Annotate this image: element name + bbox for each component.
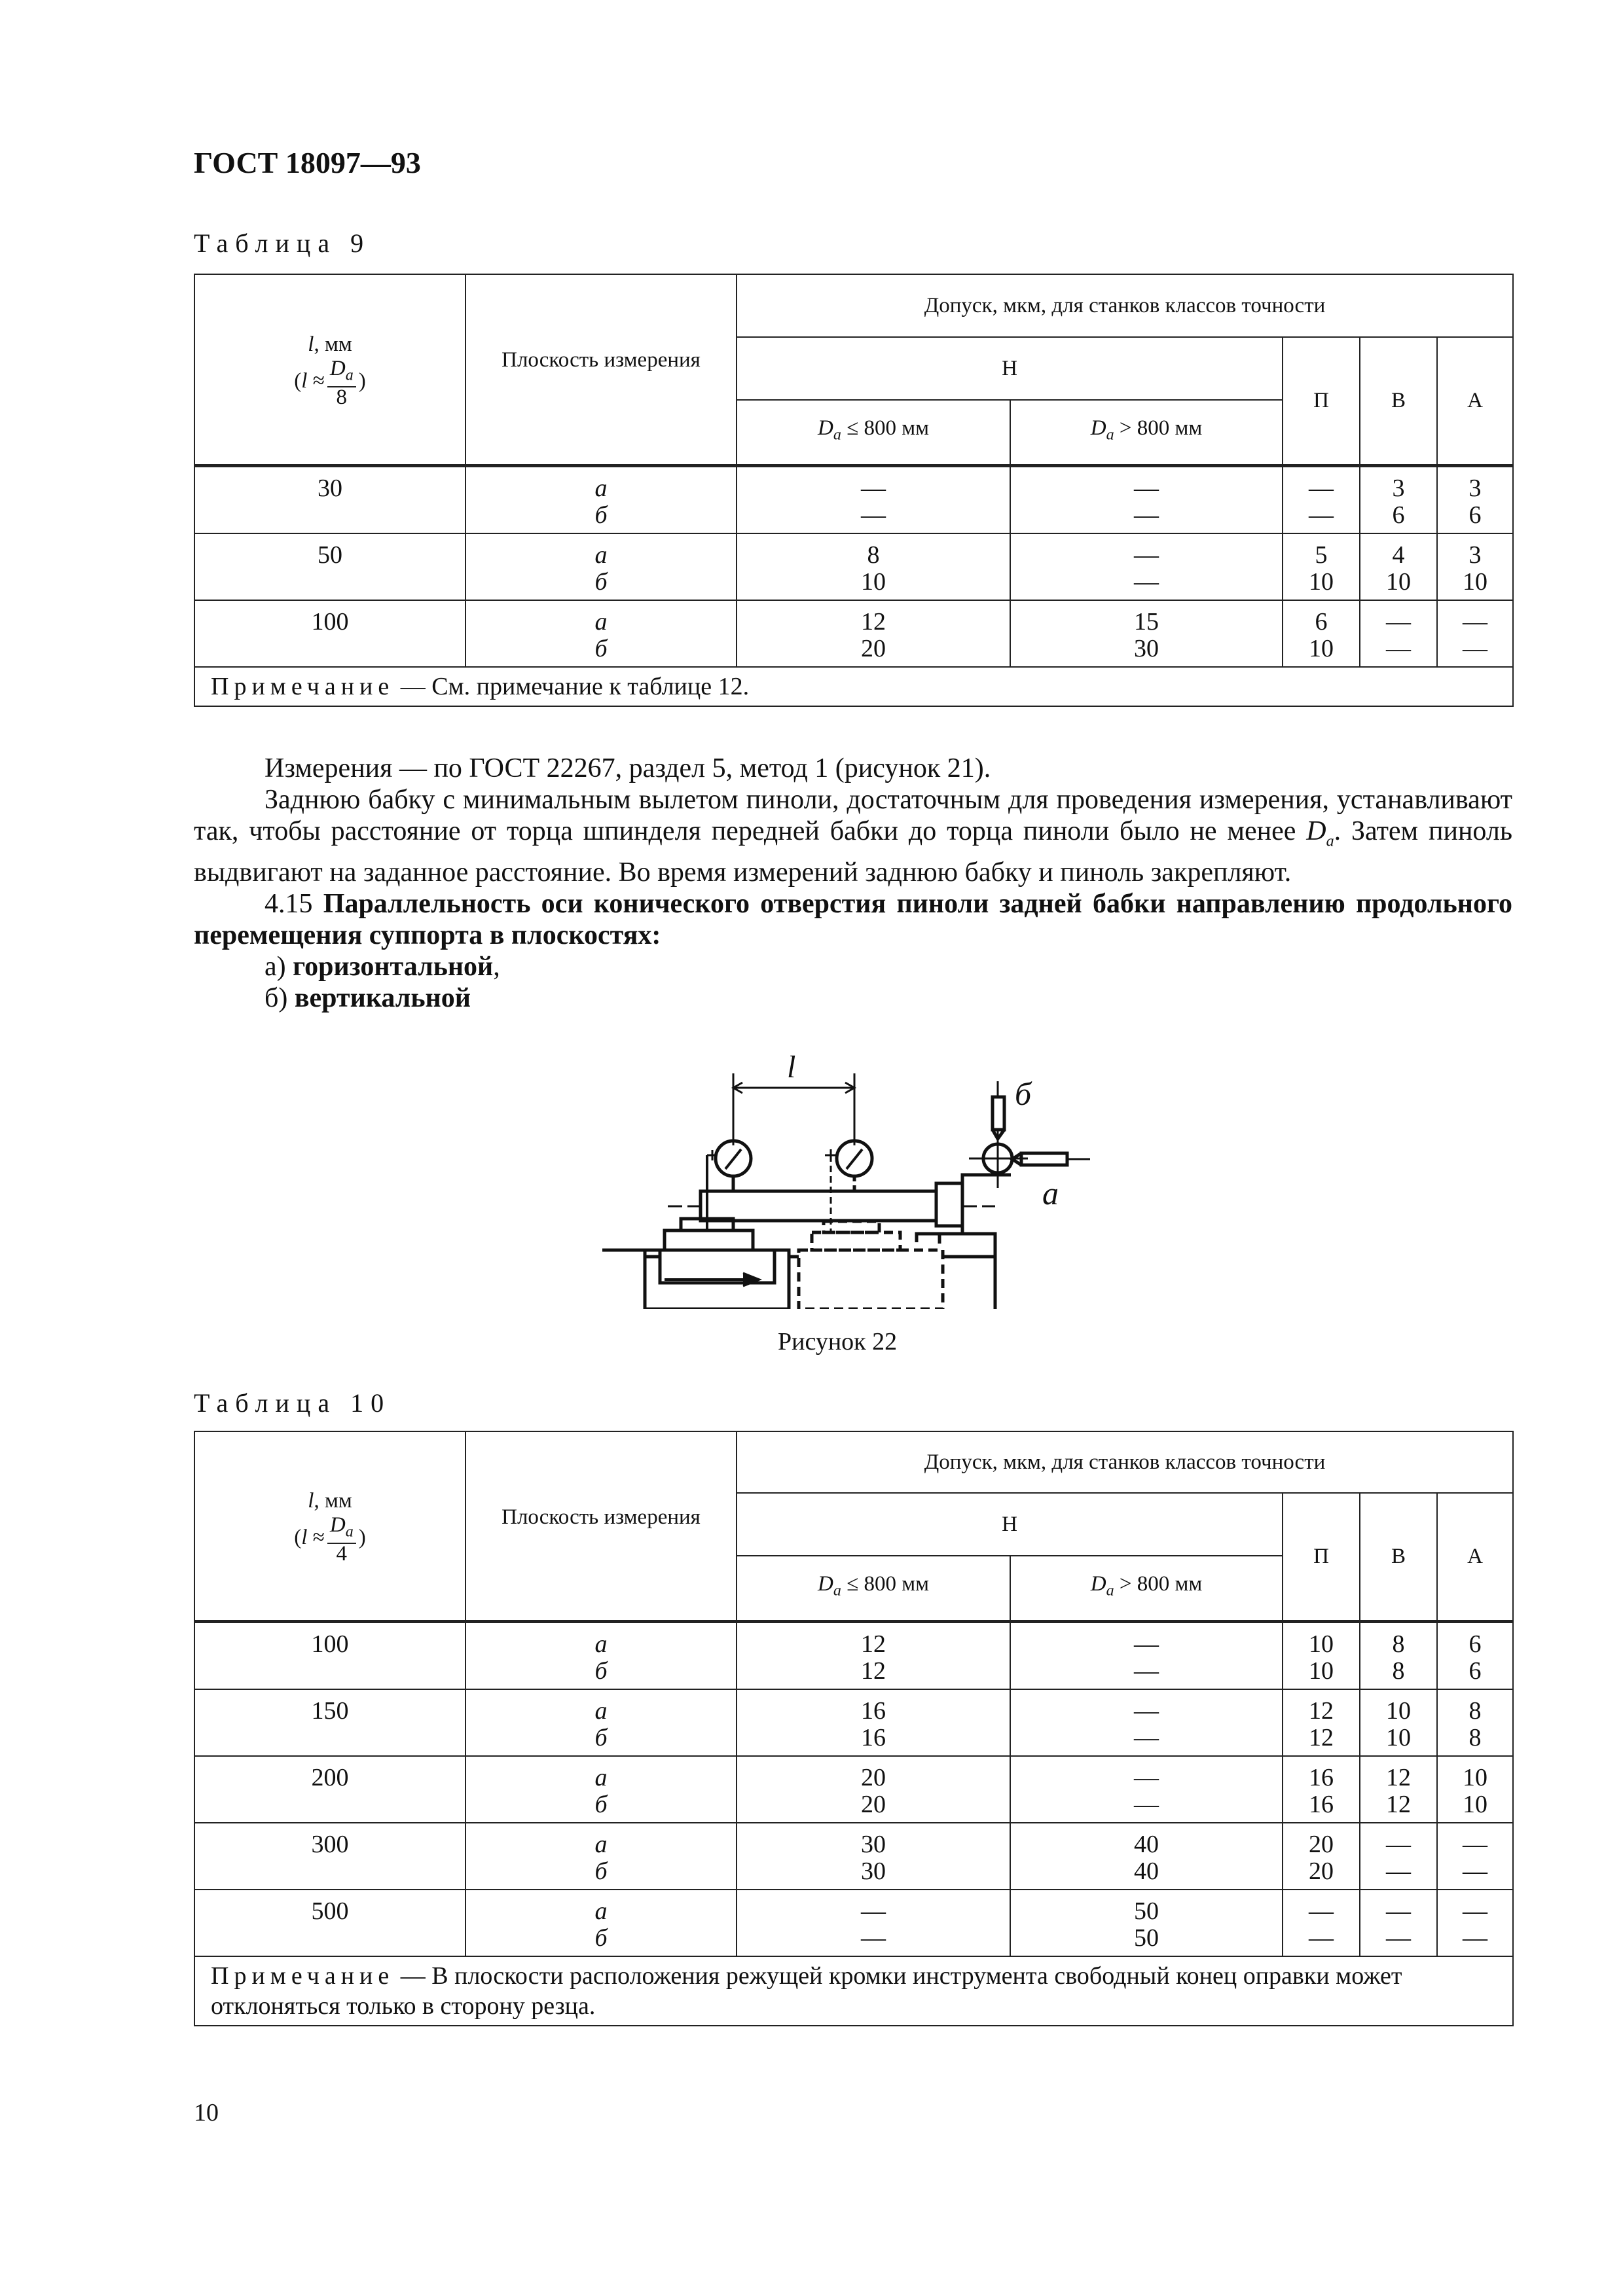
column-header-class-v: В: [1360, 337, 1437, 465]
label-b: б: [1015, 1075, 1032, 1112]
measurement-planes-diagram: [969, 1073, 1100, 1217]
table-10-caption: Таблица 10: [194, 1388, 392, 1418]
table-row: 300 а б 30 30 40 40 20 20 — — — —: [194, 1823, 1513, 1890]
column-header-l: l, мм (l ≈ $\frac{D_a}{4}$ ): [194, 1431, 465, 1621]
column-header-n-gt-800: $D_a > 800$ мм: [1010, 1556, 1283, 1621]
paragraph-measurement: Измерения — по ГОСТ 22267, раздел 5, метод 1 (рисунок 21).: [264, 753, 991, 783]
table-row: 100 а б 12 12 — — 10 10 8 8 6 6: [194, 1621, 1513, 1689]
body-text: [194, 753, 1512, 1014]
paragraph-tailstock: Заднюю бабку с минимальным вылетом пиноли, достаточным для проведения измерения, устанавливают так, чтобы расстояние от торца шпинделя передней бабки до торца пиноли было не менее $D_a$. Затем пиноль выдвигают на заданное расстояние. Во время измерений заднюю бабку и пиноль закрепляют.: [194, 785, 1512, 888]
column-header-tolerance: Допуск, мкм, для станков классов точности: [737, 274, 1513, 337]
column-header-l: l, мм (l ≈ $\frac{D_a}{8}$ ): [194, 274, 465, 465]
column-header-class-p: П: [1283, 1493, 1360, 1621]
column-header-tolerance: Допуск, мкм, для станков классов точности: [737, 1431, 1513, 1493]
column-header-class-p: П: [1283, 337, 1360, 465]
column-header-class-n: Н: [737, 337, 1283, 400]
column-header-class-a: А: [1437, 337, 1513, 465]
table-row: 150 а б 16 16 — — 12 12 10 10 8 8: [194, 1689, 1513, 1756]
column-header-plane: Плоскость измерения: [465, 1431, 737, 1621]
table-9-caption: Таблица 9: [194, 228, 371, 258]
table-9: [194, 274, 1514, 707]
table-row: 200 а б 20 20 — — 16 16 12 12 10 10: [194, 1756, 1513, 1823]
table-row: 100 а б 12 20 15 30 6 10 — — — —: [194, 600, 1513, 667]
table-row: 500 а б — — 50 50 — — — — — —: [194, 1890, 1513, 1956]
svg-text:l: l: [787, 1050, 796, 1085]
paragraph-item-b: б) вертикальной: [264, 983, 471, 1014]
column-header-n-le-800: $D_a \le 800$ мм: [737, 400, 1010, 465]
dimension-l: [733, 1050, 854, 1145]
table-9-note: Примечание — См. примечание к таблице 12.: [194, 667, 1513, 706]
page-number: 10: [194, 2099, 219, 2126]
figure-caption: Рисунок 22: [778, 1328, 898, 1355]
column-header-n-gt-800: $D_a > 800$ мм: [1010, 400, 1283, 465]
column-header-plane: Плоскость измерения: [465, 274, 737, 465]
dial-indicator-right: [825, 1141, 872, 1232]
document-header: ГОСТ 18097—93: [194, 146, 421, 179]
table-row: 30 а б — — — — — — 3 6 3 6: [194, 465, 1513, 533]
column-header-class-v: В: [1360, 1493, 1437, 1621]
column-header-class-n: Н: [737, 1493, 1283, 1556]
carriage-left: [602, 1219, 799, 1309]
paragraph-4-15: 4.15 Параллельность оси конического отверстия пиноли задней бабки направлению продольного перемещения суппорта в плоскостях:: [194, 889, 1512, 951]
table-row: 50 а б 8 10 — — 5 10 4 10 3 10: [194, 533, 1513, 600]
probe-vertical: [993, 1081, 1004, 1139]
l-symbol: l: [308, 332, 314, 357]
column-header-class-a: А: [1437, 1493, 1513, 1621]
paragraph-item-a: а) горизонтальной,: [264, 952, 500, 982]
label-a: а: [1042, 1175, 1059, 1211]
column-header-n-le-800: $D_a \le 800$ мм: [737, 1556, 1010, 1621]
table-10-note: Примечание — В плоскости расположения режущей кромки инструмента свободный конец оправки может отклоняться только в сторону резца.: [194, 1956, 1513, 2026]
table-10: [194, 1431, 1514, 2026]
l-symbol: l: [308, 1489, 314, 1513]
